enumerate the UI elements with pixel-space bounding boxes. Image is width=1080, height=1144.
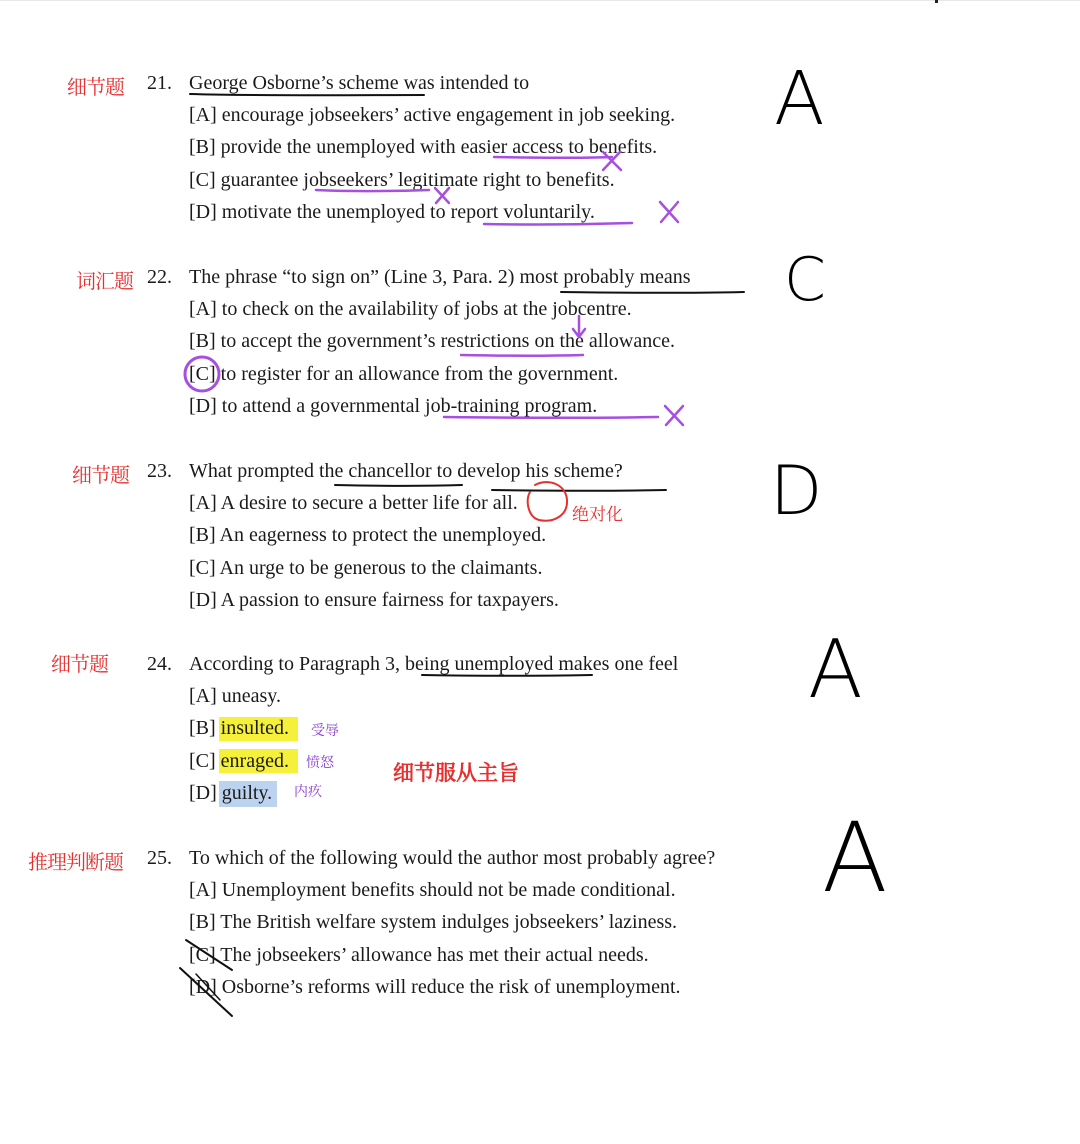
- q23-option-b: [B] An eagerness to protect the unemployed.: [189, 524, 547, 546]
- q22-option-d: [D] to attend a governmental job-training program.: [189, 395, 598, 417]
- q24-note-guilty: 内疚: [294, 784, 322, 800]
- q23-answer: D: [770, 452, 823, 531]
- circle-all: [528, 482, 567, 521]
- circle-option-c: [185, 357, 219, 391]
- underline-chancellor: [335, 485, 462, 486]
- q22-number: 22.: [147, 266, 172, 288]
- q25-number: 25.: [147, 847, 172, 869]
- q24-number: 24.: [147, 653, 172, 675]
- q23-note: 绝对化: [572, 505, 623, 525]
- q22-category: 词汇题: [76, 269, 133, 293]
- q21-stem: George Osborne’s scheme was intended to: [189, 72, 530, 94]
- q21-option-c: [C] guarantee jobseekers’ legitimate right to benefits.: [189, 169, 615, 191]
- q21-category: 细节题: [67, 75, 124, 99]
- q24-option-a: [A] uneasy.: [189, 685, 282, 707]
- q22-answer: C: [784, 245, 826, 315]
- underline-osborne-scheme: [190, 94, 424, 95]
- q21-option-b: [B] provide the unemployed with easier access to benefits.: [189, 136, 658, 158]
- q25-stem: To which of the following would the author most probably agree?: [189, 847, 716, 869]
- q23-option-a: [A] A desire to secure a better life for all.: [189, 492, 518, 514]
- q23-category: 细节题: [72, 463, 129, 487]
- q24-note-insulted: 受辱: [311, 723, 339, 739]
- q21-option-d: [D] motivate the unemployed to report voluntarily.: [189, 201, 595, 223]
- q21-number: 21.: [147, 72, 172, 94]
- q25-option-c: [C] The jobseekers’ allowance has met their actual needs.: [189, 944, 649, 966]
- q22-option-c: [C] to register for an allowance from the government.: [189, 363, 619, 385]
- cross-mark-22d: [665, 406, 683, 425]
- q24-option-c: [C] enraged.: [189, 750, 289, 772]
- underline-being-unemployed: [422, 675, 592, 676]
- q23-stem: What prompted the chancellor to develop his scheme?: [189, 460, 623, 482]
- q21-option-a: [A] encourage jobseekers’ active engagement in job seeking.: [189, 104, 676, 126]
- q24-stem: According to Paragraph 3, being unemployed makes one feel: [189, 653, 679, 675]
- q21-answer: A: [774, 56, 825, 142]
- q23-option-d: [D] A passion to ensure fairness for taxpayers.: [189, 589, 559, 611]
- q25-option-a: [A] Unemployment benefits should not be made conditional.: [189, 879, 676, 901]
- q23-option-c: [C] An urge to be generous to the claimants.: [189, 557, 543, 579]
- q24-option-d: [D] guilty.: [189, 782, 273, 804]
- q25-option-d: [D] Osborne’s reforms will reduce the risk of unemployment.: [189, 976, 681, 998]
- cross-mark-c: [435, 188, 449, 203]
- q24-answer: A: [808, 623, 863, 716]
- q22-option-b: [B] to accept the government’s restrictions on the allowance.: [189, 330, 675, 352]
- q22-option-a: [A] to check on the availability of jobs at the jobcentre.: [189, 298, 632, 320]
- q22-stem: The phrase “to sign on” (Line 3, Para. 2) most probably means: [189, 266, 691, 288]
- underline-report-voluntarily: [484, 223, 632, 224]
- q23-number: 23.: [147, 460, 172, 482]
- arrow-down-restrictions: [573, 316, 585, 337]
- q24-side-note: 细节服从主旨: [393, 761, 519, 785]
- underline-easier-access: [494, 157, 612, 158]
- q24-category: 细节题: [51, 652, 108, 676]
- strike-option-c: [186, 940, 232, 970]
- underline-job-training: [444, 417, 658, 418]
- underline-jobseekers: [316, 190, 429, 191]
- q25-option-b: [B] The British welfare system indulges jobseekers’ laziness.: [189, 911, 678, 933]
- strike-option-d-1: [180, 968, 232, 1016]
- underline-restrictions: [461, 355, 583, 356]
- q25-category: 推理判断题: [28, 850, 123, 874]
- underline-most-probably-means: [561, 292, 744, 293]
- cross-mark-b: [603, 152, 621, 170]
- cross-mark-d: [660, 202, 678, 222]
- q25-answer: A: [822, 802, 888, 914]
- q24-option-b: [B] insulted.: [189, 717, 289, 739]
- q24-note-enraged: 愤怒: [306, 755, 334, 771]
- underline-develop-scheme: [492, 490, 666, 491]
